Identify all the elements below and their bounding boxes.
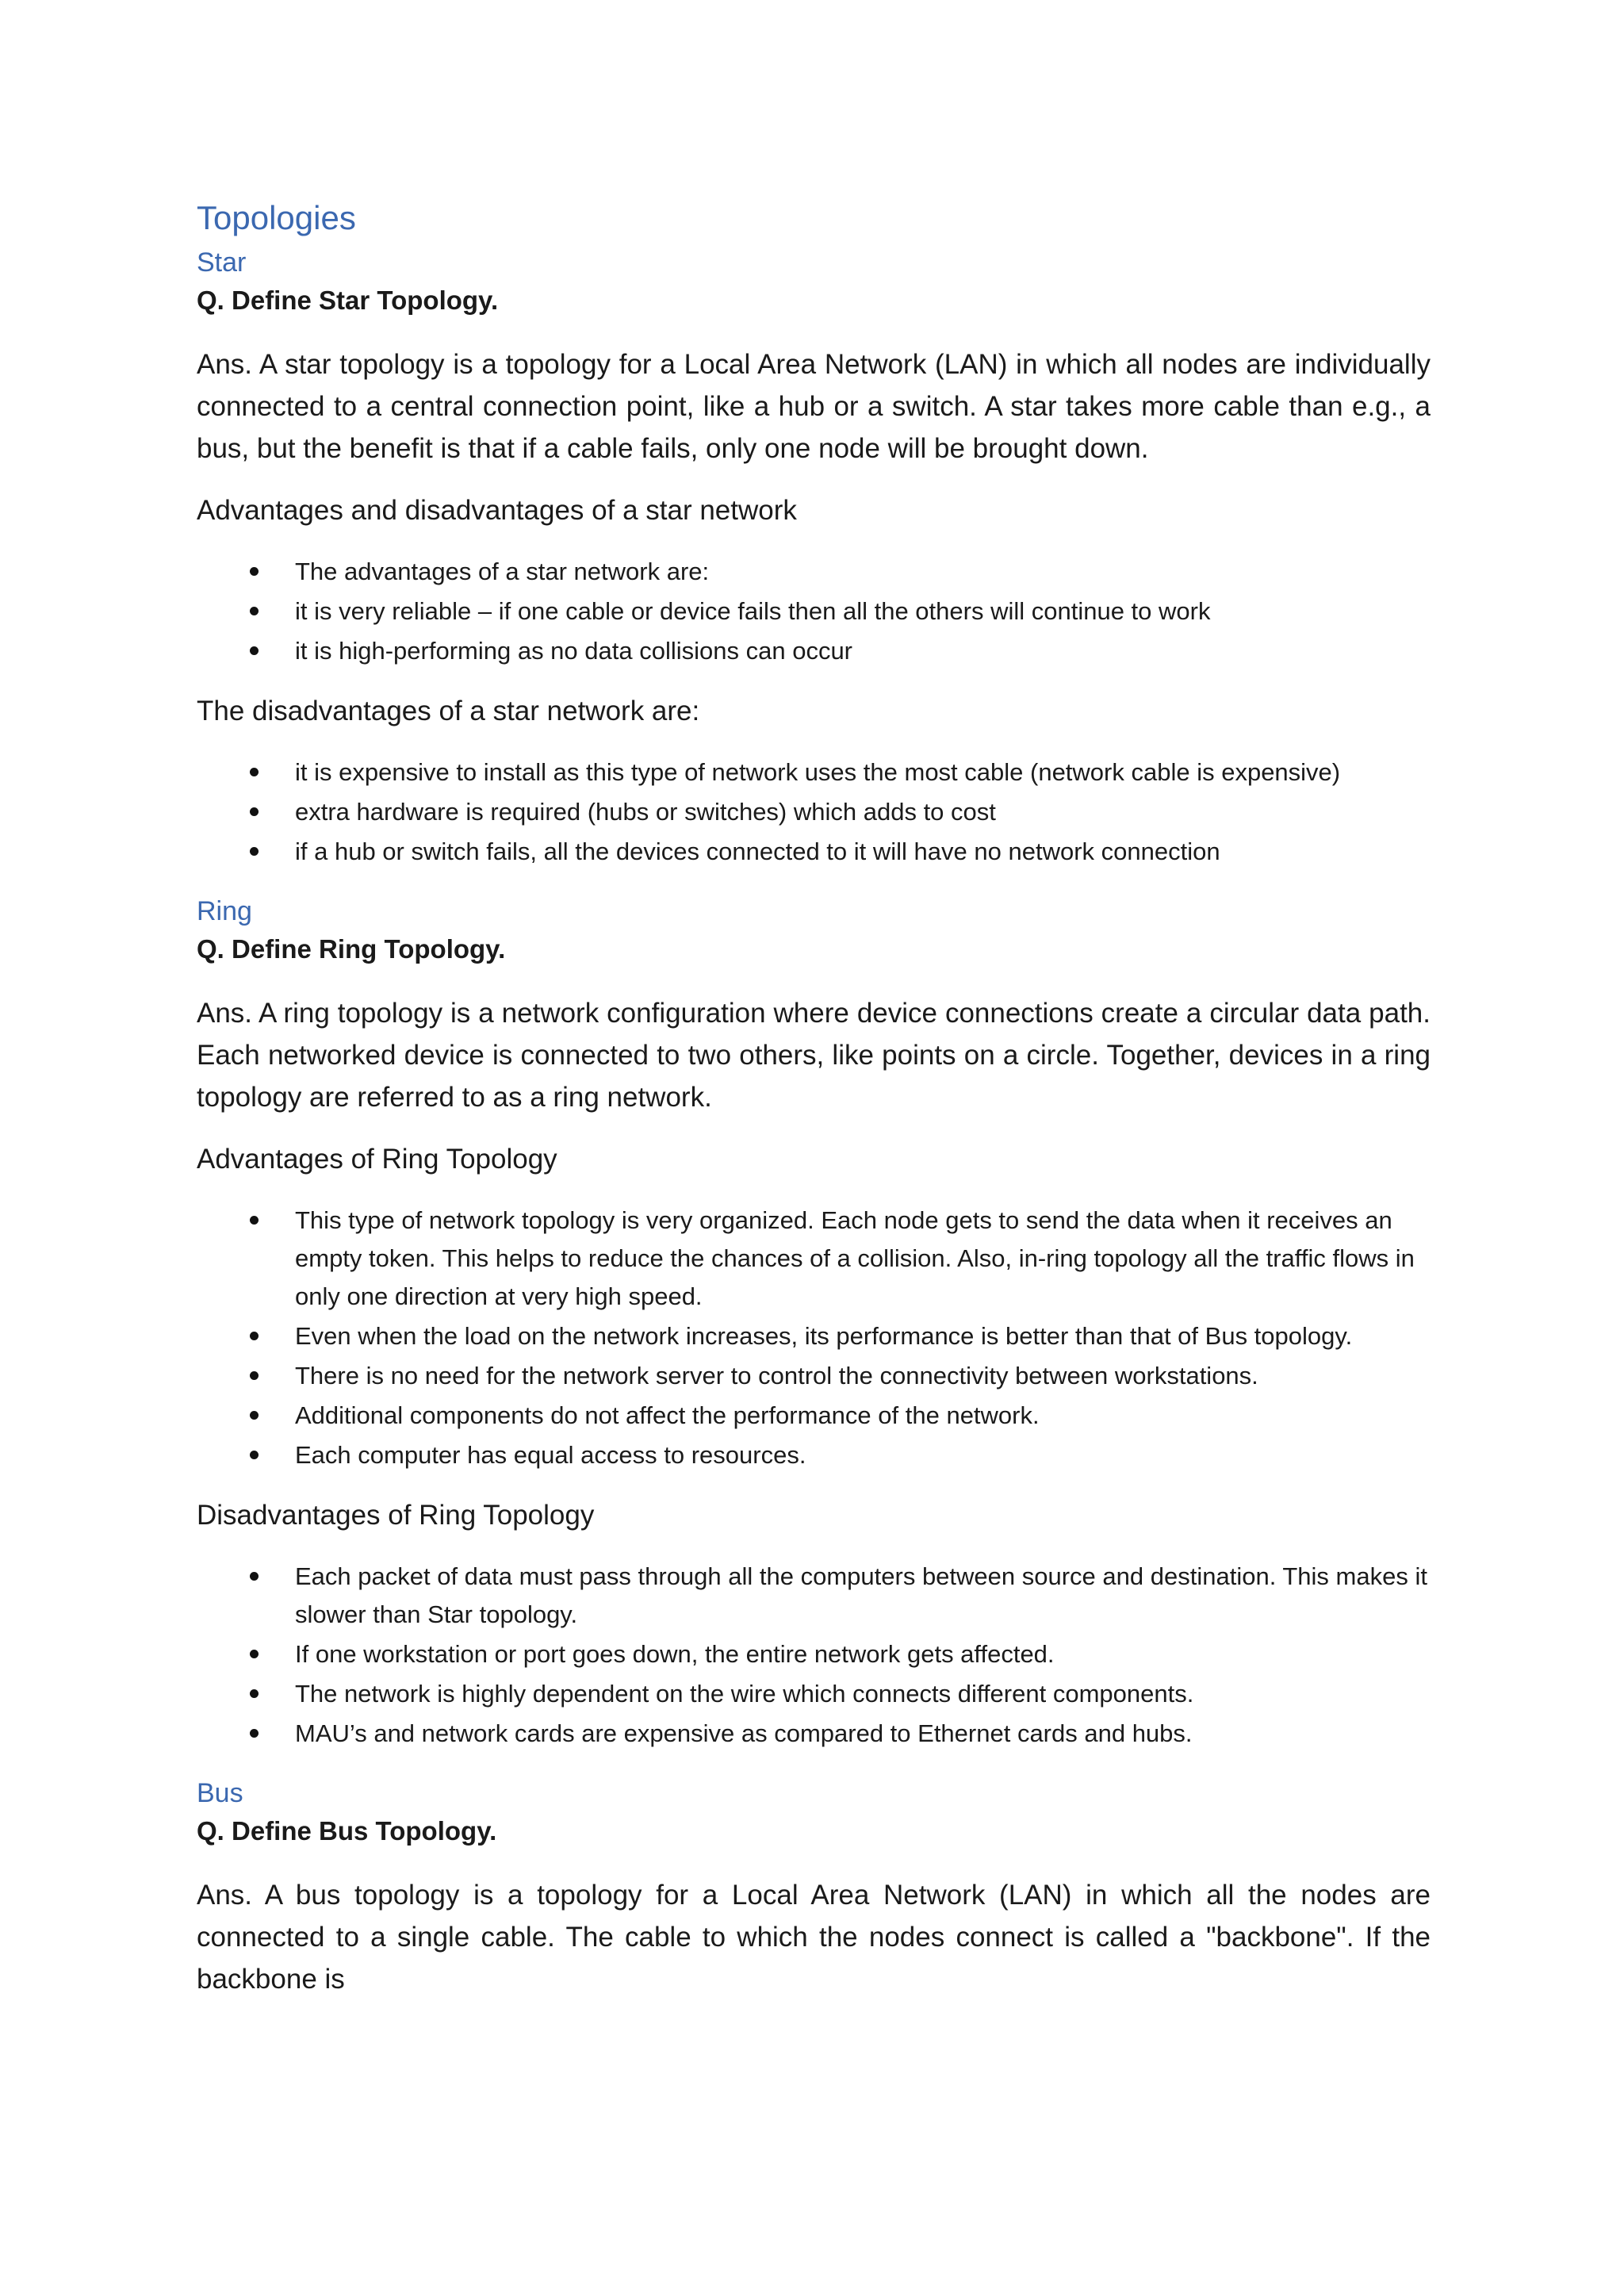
list-item xyxy=(295,1675,1431,1713)
star-adv-heading: Advantages and disadvantages of a star network xyxy=(197,495,797,526)
list-item-text: The advantages of a star network are: xyxy=(295,558,710,585)
star-disadv-heading: The disadvantages of a star network are: xyxy=(197,696,700,726)
list-item xyxy=(295,592,1431,631)
list-item-text: if a hub or switch fails, all the devices connected to it will have no network connection xyxy=(295,838,1220,865)
list-item-text: MAU’s and network cards are expensive as compared to Ethernet cards and hubs. xyxy=(295,1719,1193,1747)
list-item-text: Each packet of data must pass through all the computers between source and destination. This makes it slower than Star topology. xyxy=(295,1562,1427,1628)
bullet-icon xyxy=(250,1411,259,1420)
bullet-icon xyxy=(250,1371,259,1380)
star-disadvantages-list xyxy=(197,753,1431,871)
bullet-icon xyxy=(250,1689,259,1698)
list-item-text: Each computer has equal access to resources. xyxy=(295,1441,806,1469)
list-item-text: extra hardware is required (hubs or switches) which adds to cost xyxy=(295,798,996,826)
star-advantages-list xyxy=(197,553,1431,670)
list-item-text: This type of network topology is very organized. Each node gets to send the data when it receives an empty token. This helps to reduce the chances of a collision. Also, in-ring topology all the traffic flows in only one direction at very high speed. xyxy=(295,1206,1415,1310)
ring-heading: Ring xyxy=(197,896,252,926)
bullet-icon xyxy=(250,1451,259,1459)
star-answer: Ans. A star topology is a topology for a Local Area Network (LAN) in which all nodes are individually connected to a central connection point, like a hub or a switch. A star takes more cable than e.g., a bus, but the benefit is that if a cable fails, only one node will be brought down. xyxy=(197,349,1431,464)
list-item xyxy=(295,1202,1431,1316)
list-item xyxy=(295,1436,1431,1474)
bus-heading: Bus xyxy=(197,1778,243,1808)
ring-question: Q. Define Ring Topology. xyxy=(197,934,506,964)
list-item xyxy=(295,553,1431,591)
ring-disadvantages-list xyxy=(197,1558,1431,1753)
star-heading: Star xyxy=(197,247,247,278)
list-item xyxy=(295,793,1431,831)
ring-adv-heading: Advantages of Ring Topology xyxy=(197,1144,557,1175)
bullet-icon xyxy=(250,567,259,576)
document-page xyxy=(197,190,1431,2027)
star-question: Q. Define Star Topology. xyxy=(197,286,499,315)
bullet-icon xyxy=(250,847,259,856)
bullet-icon xyxy=(250,768,259,776)
list-item xyxy=(295,753,1431,792)
list-item-text: If one workstation or port goes down, the entire network gets affected. xyxy=(295,1640,1055,1668)
list-item-text: There is no need for the network server to control the connectivity between workstations. xyxy=(295,1362,1258,1389)
list-item xyxy=(295,1317,1431,1355)
list-item xyxy=(295,1635,1431,1673)
page-title: Topologies xyxy=(197,199,356,236)
list-item-text: Even when the load on the network increases, its performance is better than that of Bus topology. xyxy=(295,1322,1353,1350)
list-item-text: it is high-performing as no data collisions can occur xyxy=(295,637,853,665)
bullet-icon xyxy=(250,1729,259,1738)
list-item-text: it is very reliable – if one cable or device fails then all the others will continue to work xyxy=(295,597,1211,625)
list-item xyxy=(295,833,1431,871)
bullet-icon xyxy=(250,1216,259,1225)
bullet-icon xyxy=(250,607,259,615)
list-item xyxy=(295,1715,1431,1753)
bullet-icon xyxy=(250,646,259,655)
bullet-icon xyxy=(250,1332,259,1340)
list-item-text: Additional components do not affect the performance of the network. xyxy=(295,1401,1040,1429)
ring-advantages-list xyxy=(197,1202,1431,1474)
list-item-text: The network is highly dependent on the wire which connects different components. xyxy=(295,1680,1194,1708)
bus-answer: Ans. A bus topology is a topology for a Local Area Network (LAN) in which all the nodes are connected to a single cable. The cable to which the nodes connect is called a "backbone". If the backbone is xyxy=(197,1880,1431,1995)
list-item xyxy=(295,1357,1431,1395)
bullet-icon xyxy=(250,1650,259,1658)
list-item xyxy=(295,1397,1431,1435)
ring-disadv-heading: Disadvantages of Ring Topology xyxy=(197,1500,595,1531)
list-item xyxy=(295,1558,1431,1634)
ring-answer: Ans. A ring topology is a network configuration where device connections create a circular data path. Each networked device is connected to two others, like points on a circle. Together, devices in a ring topology are referred to as a ring network. xyxy=(197,998,1431,1113)
bullet-icon xyxy=(250,1572,259,1581)
list-item-text: it is expensive to install as this type of network uses the most cable (network cable is expensive) xyxy=(295,758,1341,786)
bullet-icon xyxy=(250,807,259,816)
bus-question: Q. Define Bus Topology. xyxy=(197,1816,497,1846)
list-item xyxy=(295,632,1431,670)
